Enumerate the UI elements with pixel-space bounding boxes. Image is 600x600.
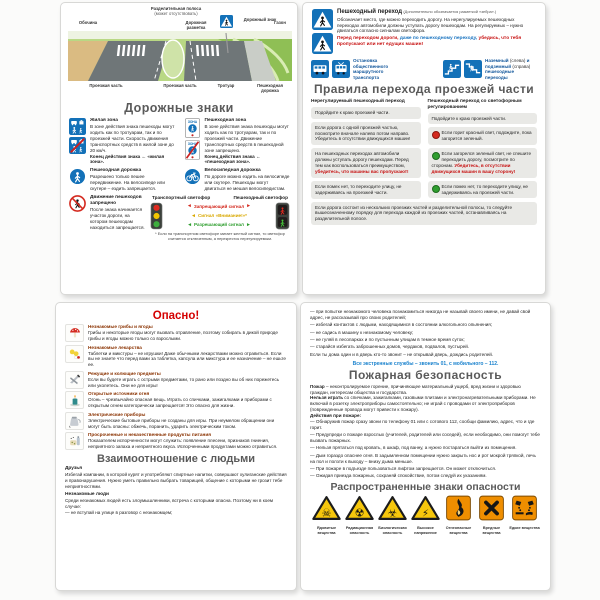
overpass-sign-icon <box>443 60 461 78</box>
fire-definition: Пожар – неконтролируемое горение, причиняющее материальный ущерб, вред жизни и здоровью граждан, интересам общества и государства. <box>310 383 521 395</box>
footpath-sign-icon <box>69 168 86 185</box>
page-fire-safety <box>300 302 551 591</box>
left-arrow-icon: ◄ <box>186 203 192 210</box>
harmful-icon <box>477 495 506 521</box>
page-title: Дорожные знаки <box>124 101 234 115</box>
danger-item-appliances: Электрические приборы Электрические бытовые приборы не созданы для игры. При неумелом обращении они могут быть опасны: обжечь, поранить, ударить электрическим током. <box>65 412 287 430</box>
knife-icon <box>68 373 82 387</box>
svg-text:⚡: ⚡ <box>422 508 429 520</box>
danger-sign-corrosive: Едкие вещества <box>508 495 541 530</box>
diagram-label-road-sign: Дорожный знак <box>243 17 277 22</box>
crossing-sign-block <box>311 9 537 54</box>
sign-item-bike-path: Велосипедная дорожка По дороге можно ездить на велосипеде или скутере. Пешеходы могут двигаться не мешая велосипедистам. <box>183 168 291 192</box>
diagram-label-marking: Дорожная разметка <box>185 20 207 30</box>
flammable-icon <box>444 495 473 521</box>
left-arrow-icon: ◄ <box>191 212 196 219</box>
svg-text:☢: ☢ <box>354 506 365 520</box>
underpass-crossing-sign-icon <box>312 33 333 54</box>
corrosive-icon <box>510 495 539 521</box>
poison-skull-icon <box>312 495 341 521</box>
right-arrow-icon: ► <box>245 222 251 229</box>
rule-step: На пешеходных переходах автомобили должны уступать дорогу пешеходам. Перед тем как воспользоваться преимуществом, убедитесь, что машины вас пропускают! <box>311 148 421 178</box>
danger-title: Опасно! <box>152 310 200 322</box>
fire-icon <box>68 393 82 407</box>
tram-stop-sign-icon <box>332 60 350 78</box>
passes-label: Наземный (слева) и подземный (справа) пешеходные переходы <box>485 58 531 80</box>
red-light-icon <box>432 131 440 139</box>
diagram-label-shoulder: Обочина <box>78 20 98 25</box>
diagram-label-carriageway1: Проезжая часть <box>89 83 123 88</box>
stop-label: Остановка общественного маршрутного транспорта <box>353 58 389 80</box>
svg-text:☣: ☣ <box>387 506 398 520</box>
signalized-header: Пешеходный переход со светофорным регулированием <box>427 99 522 110</box>
right-arrow-icon: ► <box>246 203 252 210</box>
rule-step: Подойдите к краю проезжей части. <box>311 107 421 119</box>
strangers-rules-list: — при попытке незнакомого человека познакомиться никогда не называй своего имени, не давай свой адрес, не рассказывай про своих родителей; — избегай контактов с людьми, находящимися в состоянии алкогольного опьянения; — не садись в машину к незнакомому человеку; — не гуляй в лесопарках и по пустынным улицам в темное время суток; — старайся избегать заброшенных домов, чердаков, подвалов, пустырей. Если ты дома один и в дверь кто-то звонит – не открывай дверь, дождись родителей. <box>310 309 541 358</box>
road-illustration <box>68 31 292 81</box>
diagram-label-sidewalk: Тротуар <box>217 83 235 88</box>
rule-step: Если помех нет, то переходите улицу, не задерживаясь на проезжей части. <box>428 181 538 199</box>
pedestrian-zone-end-sign-icon <box>185 140 200 160</box>
emergency-phone-line: Все экстренные службы – звонить 01, с мобильного – 112. <box>352 360 499 367</box>
signal-prohibiting: ◄ Запрещающий сигнал ► <box>186 203 252 210</box>
green-light-icon <box>432 152 440 160</box>
rule-step: Если горит красный свет, подождите, пока загорится зеленый. <box>428 127 538 145</box>
crossing-warning: Перед переходом дороги, даже по пешеходному переходу, убедись, что тебя пропускают или нет едущих машин! <box>337 36 522 48</box>
danger-signs-row <box>310 495 541 535</box>
danger-item-open-fire: Открытые источники огня Огонь – чрезвычайно опасная вещь. Играть со спичками, зажигалками и приборами с открытым огнем категорически запрещается! Это опасно для жизни. <box>65 391 287 409</box>
relations-strangers: Незнакомые люди Среди незнакомых людей есть злоумышленники, встреча с которыми опасна. Поэтому ни в коем случае: — не вступай на улице в разговор с незнакомцем; <box>65 491 274 515</box>
sign-item-residential-zone: Жилая зона В зоне действия знака пешеходы могут ходить как по тротуарам, так и по проезжей части. Скорость движения транспортных средств в жилой зоне до 20 км/ч. Конец действия знака ← «жилая зона». <box>68 118 176 165</box>
vehicle-traffic-light-icon <box>150 202 163 230</box>
danger-sign-voltage: ⚡ Высокое напряжение <box>409 495 442 535</box>
rule-step: Если дорога с одной проезжей частью, посмотрите вначале налево потом направо. Убедитесь в отсутствии движущихся машин! <box>311 122 421 146</box>
radiation-icon <box>345 495 374 521</box>
crossing-body: Обозначает место, где можно переходить дорогу. На нерегулируемых пешеходных переходах автомобили должны уступать дорогу пешеходам. На регулируемых – нужно двигаться согласно сигналам светофора. <box>337 16 524 34</box>
relations-title: Взаимоотношение с людьми <box>97 453 255 466</box>
rule-step: Если помех нет, то переходите улицу, не задерживаясь на проезжей части. <box>311 181 421 199</box>
spoiled-food-icon <box>68 434 82 448</box>
pedestrian-zone-sign-icon <box>185 118 200 138</box>
residential-zone-end-sign-icon <box>69 137 86 154</box>
danger-sign-radiation: ☢ Радиационная опасность <box>343 495 376 535</box>
mushroom-icon <box>68 326 82 340</box>
diagram-label-carriageway2: Проезжая часть <box>163 83 197 88</box>
diagram-label-footpath: Пешеходная дорожка <box>257 83 283 93</box>
pedestrian-light-label: Пешеходный светофор <box>233 195 288 200</box>
no-pedestrians-sign-icon <box>69 195 86 212</box>
pedestrian-traffic-light-icon <box>275 202 290 230</box>
rules-title: Правила перехода проезжей части <box>313 82 535 96</box>
signal-attention: ◄ Сигнал «Внимание!»* <box>191 212 247 219</box>
multi-carriageway-note: Если дорога состоит из нескольких проезжих частей и разделительной полосы, то следуйте вышеозначенному порядку для перехода каждой из проезжих частей, останавливаясь на разделительной полосе. <box>311 202 537 226</box>
high-voltage-icon <box>411 495 440 521</box>
rule-step: Подойдите к краю проезжей части. <box>428 113 538 125</box>
unregulated-column <box>311 99 421 202</box>
home-alone-note: Если ты дома один и в дверь кто-то звонит – не открывай дверь, дождись родителей. <box>310 351 494 357</box>
pills-icon <box>68 347 82 361</box>
page-crossing-rules <box>302 2 546 295</box>
crossing-note: (Дополнительно обозначается разметкой «зебра».) <box>403 9 497 14</box>
signalized-column <box>428 99 538 202</box>
appliance-icon <box>68 414 82 428</box>
vehicle-light-label: Транспортный светофор <box>152 195 211 200</box>
danger-item-medicines: Незнакомые лекарства Таблетки и микстуры – не игрушки! Даже обычными лекарствами можно отравиться. Если вы не знаете что перед вами за таблетка, капсула или микстура и ее назначение – не ешьте ее. <box>65 345 287 369</box>
svg-text:☠: ☠ <box>321 506 332 520</box>
fire-prohibition: Нельзя играть со спичками, зажигалками, газовыми плитами и электронагревательными приборами. Не включай в розетку электроприборы самостоятельно; не играй с проводами от электроприборов (поврежденные провода могут привести к пожару). <box>310 395 536 413</box>
unregulated-header: Нерегулируемый пешеходный переход <box>311 99 405 104</box>
residential-zone-sign-icon <box>69 118 86 135</box>
sign-item-no-pedestrians: Движение пешеходов запрещено После знака начинается участок дороги, на котором пешеходам находиться запрещается. <box>68 195 146 241</box>
relations-friends: Друзья Избегай компании, в которой курят и употребляют спиртные напитки, совершают хулиганские действия и правонарушения. Нужно уметь правильно выбрать товарищей, общение с которыми не грозит тебе неприятностями. <box>65 466 287 490</box>
danger-sign-biohazard: ☣ Биологическая опасность <box>376 495 409 535</box>
traffic-lights-block <box>150 195 290 241</box>
signal-permitting: ◄ Разрешающий сигнал ► <box>187 222 251 229</box>
sign-item-footpath: Пешеходная дорожка Разрешено только пешее передвижение. На велосипеде или скутере – ездить запрещается. <box>68 168 176 192</box>
diagram-label-divider: Разделительная полоса (может отсутствовать) <box>150 6 202 16</box>
bus-stop-sign-icon <box>311 60 329 78</box>
bike-path-sign-icon <box>184 168 201 185</box>
danger-item-sharp-objects: Режущие и колющие предметы Если вы будете играть с острыми предметами, то рано или поздно вы об них порежетесь или уколетесь. Они не для игры! <box>65 371 287 389</box>
green-light-icon <box>432 185 440 193</box>
rule-step: Если загорелся зеленый свет, не спешите переходить дорогу, посмотрите по сторонам. Убедитесь, в отсутствии движущихся машин в вашу сторону! <box>428 148 538 178</box>
pedestrian-crossing-sign-icon <box>312 9 333 30</box>
pedestrian-crossing-sign-icon <box>220 15 233 28</box>
biohazard-icon <box>378 495 407 521</box>
traffic-light-footnote: * Если на транспортном светофоре мигает желтый сигнал, то светофор считается отключенным, а перекресток нерегулируемым. <box>155 231 285 241</box>
page-road-signs <box>60 2 298 295</box>
left-arrow-icon: ◄ <box>187 222 193 229</box>
fire-safety-title: Пожарная безопасность <box>348 367 503 382</box>
danger-sign-poison: ☠ Ядовитые вещества <box>310 495 343 535</box>
danger-signs-title: Распространенные знаки опасности <box>330 481 521 494</box>
danger-item-mushrooms: Незнакомые грибы и ягоды Грибы и некоторые ягоды могут вызвать отравление, поэтому собирать в дикой природе грибы и ягоды можно только со взрослыми. <box>65 324 287 342</box>
diagram-label-lawn: Газон <box>274 20 286 25</box>
stops-and-passes-block <box>311 58 537 80</box>
danger-sign-harmful: Вредные вещества <box>475 495 508 535</box>
danger-sign-flammable: Огнеопасные вещества <box>442 495 475 535</box>
fire-actions-header: Действия при пожаре: <box>310 413 362 418</box>
danger-item-spoiled-food: Просроченные и некачественные продукты питания Показателем испорченности могут служить: появление плесени, признаков гниения, неприятного запаха и неприятного вкуса. Испорченными продуктами можно отравиться. <box>65 432 287 450</box>
underpass-sign-icon <box>464 60 482 78</box>
page-dangerous <box>55 302 297 591</box>
sign-item-pedestrian-zone: Пешеходная зона В зоне действия знака пешеходы могут ходить как по тротуарам, так и по проезжей части. Движение транспортных средств в пешеходной зоне запрещено. Конец действия знака ← «пешеходная зона». <box>183 118 291 165</box>
road-diagram <box>68 7 292 99</box>
crossing-title: Пешеходный переход <box>337 9 403 15</box>
fire-actions-list: — Обнаружив пожар сразу звони по телефону 01 или с сотового 112, сообщи фамилию, адрес, что и где горит. — Предупреди о пожаре взрослых (учителей, родителей или соседей), если необходимо, они помогут тебе вызвать пожарных. — Нельзя прятаться под кровать, в шкаф, под ванну, а нужно постараться выйти из помещения. — Дым гораздо опаснее огня. В задымленном помещении нужно закрыть нос и рот мокрой тряпкой, лечь на пол и ползти к выходу – внизу дыма меньше. — При пожаре в подъезде пользоваться лифтом запрещается. Он может отключиться. — Ожидая приезда пожарных, сохраняй спокойствие, потом следуй их указаниям. <box>310 418 540 479</box>
